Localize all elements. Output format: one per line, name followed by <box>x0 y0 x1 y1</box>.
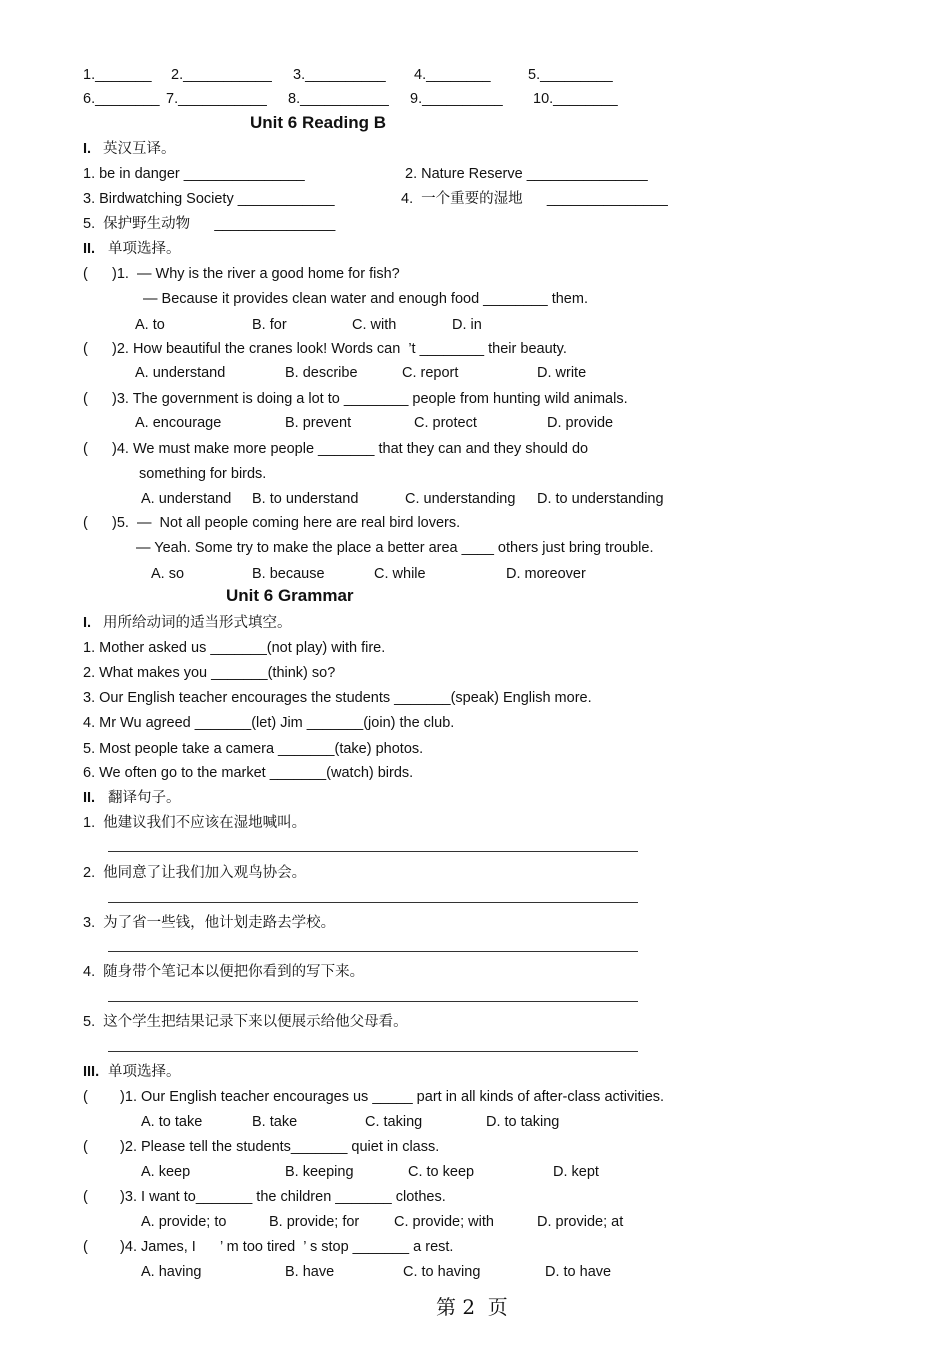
grammar-q4-opt-c: C. to having <box>403 1264 481 1280</box>
fill-item-3: 3. Our English teacher encourages the students _______(speak) English more. <box>83 690 592 706</box>
reading-q2-opt-d: D. write <box>537 365 587 381</box>
answer-blank-5: 5._________ <box>528 67 613 83</box>
grammar-q2-opt-a: A. keep <box>141 1164 191 1180</box>
answer-line-5 <box>108 1051 638 1052</box>
translate-item-4: 4. 一个重要的湿地 _______________ <box>401 191 668 207</box>
sentence-item-4: 4. 随身带个笔记本以便把你看到的写下来。 <box>83 964 365 980</box>
answer-line-4 <box>108 1001 638 1002</box>
reading-q1-opt-b: B. for <box>252 317 287 333</box>
reading-q2-opt-a: A. understand <box>135 365 226 381</box>
grammar-q3-opt-c: C. provide; with <box>394 1214 494 1230</box>
translate-item-2: 2. Nature Reserve _______________ <box>405 166 648 182</box>
reading-q3-opt-b: B. prevent <box>285 415 352 431</box>
answer-blank-2: 2.___________ <box>171 67 272 83</box>
grammar-q1-opt-a: A. to take <box>141 1114 203 1130</box>
fill-item-2: 2. What makes you _______(think) so? <box>83 665 336 681</box>
grammar-q3-stem: ( )3. I want to_______ the children _______ clothes. <box>83 1189 446 1205</box>
grammar-q3-opt-b: B. provide; for <box>269 1214 360 1230</box>
reading-q1-opt-d: D. in <box>452 317 482 333</box>
grammar-sec3-title: 单项选择。 <box>108 1064 181 1080</box>
grammar-sec2-num: II. <box>83 790 96 806</box>
reading-q5-stem2: — Yeah. Some try to make the place a better area ____ others just bring trouble. <box>136 540 654 556</box>
grammar-q2-opt-d: D. kept <box>553 1164 599 1180</box>
reading-sec1-num: I. <box>83 141 92 157</box>
translate-item-5: 5. 保护野生动物 _______________ <box>83 216 336 232</box>
reading-q5-opt-a: A. so <box>151 566 185 582</box>
reading-q3-opt-a: A. encourage <box>135 415 222 431</box>
reading-q5-opt-b: B. because <box>252 566 325 582</box>
answer-blank-7: 7.___________ <box>166 91 267 107</box>
reading-b-title: Unit 6 Reading B <box>250 113 387 132</box>
reading-q4-stem2: something for birds. <box>139 466 267 482</box>
grammar-sec1-title: 用所给动词的适当形式填空。 <box>103 615 292 631</box>
reading-q5-stem: ( )5. — Not all people coming here are real bird lovers. <box>83 515 461 531</box>
reading-q2-opt-c: C. report <box>402 365 459 381</box>
answer-blank-3: 3.__________ <box>293 67 386 83</box>
grammar-q3-opt-a: A. provide; to <box>141 1214 227 1230</box>
answer-blank-10: 10.________ <box>533 91 618 107</box>
grammar-q1-opt-c: C. taking <box>365 1114 423 1130</box>
answer-blank-4: 4.________ <box>414 67 491 83</box>
translate-item-3: 3. Birdwatching Society ____________ <box>83 191 335 207</box>
grammar-q3-opt-d: D. provide; at <box>537 1214 624 1230</box>
reading-q3-stem: ( )3. The government is doing a lot to ________ people from hunting wild animals. <box>83 391 628 407</box>
grammar-q1-stem: ( )1. Our English teacher encourages us _____ part in all kinds of after-class activities. <box>83 1089 665 1105</box>
reading-q5-opt-c: C. while <box>374 566 426 582</box>
reading-q1-opt-a: A. to <box>135 317 165 333</box>
page-number: 第 2 页 <box>436 1295 508 1319</box>
reading-q3-opt-d: D. provide <box>547 415 614 431</box>
reading-q1-stem: ( )1. — Why is the river a good home for fish? <box>83 266 400 282</box>
reading-q4-opt-a: A. understand <box>141 491 232 507</box>
grammar-q1-opt-d: D. to taking <box>486 1114 560 1130</box>
grammar-q2-opt-b: B. keeping <box>285 1164 354 1180</box>
reading-q5-opt-d: D. moreover <box>506 566 586 582</box>
fill-item-5: 5. Most people take a camera _______(take) photos. <box>83 741 424 757</box>
reading-q2-opt-b: B. describe <box>285 365 358 381</box>
reading-q1-stem2: — Because it provides clean water and enough food ________ them. <box>143 291 588 307</box>
grammar-q4-stem: ( )4. James, I ’ m too tired ’ s stop _______ a rest. <box>83 1239 454 1255</box>
reading-sec1-title: 英汉互译。 <box>103 141 176 157</box>
reading-q4-stem: ( )4. We must make more people _______ that they can and they should do <box>83 441 589 457</box>
grammar-title: Unit 6 Grammar <box>226 586 354 605</box>
reading-q4-opt-d: D. to understanding <box>537 491 664 507</box>
grammar-q4-opt-d: D. to have <box>545 1264 612 1280</box>
fill-item-1: 1. Mother asked us _______(not play) with fire. <box>83 640 386 656</box>
reading-q3-opt-c: C. protect <box>414 415 477 431</box>
reading-q4-opt-b: B. to understand <box>252 491 359 507</box>
grammar-q2-stem: ( )2. Please tell the students_______ quiet in class. <box>83 1139 440 1155</box>
fill-item-6: 6. We often go to the market _______(watch) birds. <box>83 765 414 781</box>
answer-line-2 <box>108 902 638 903</box>
reading-sec2-num: II. <box>83 241 96 257</box>
sentence-item-5: 5. 这个学生把结果记录下来以便展示给他父母看。 <box>83 1014 408 1030</box>
grammar-q4-opt-b: B. have <box>285 1264 335 1280</box>
translate-item-1: 1. be in danger _______________ <box>83 166 305 182</box>
reading-q4-opt-c: C. understanding <box>405 491 516 507</box>
answer-blank-8: 8.___________ <box>288 91 389 107</box>
answer-line-1 <box>108 851 638 852</box>
grammar-q2-opt-c: C. to keep <box>408 1164 475 1180</box>
answer-line-3 <box>108 951 638 952</box>
sentence-item-1: 1. 他建议我们不应该在湿地喊叫。 <box>83 815 307 831</box>
sentence-item-2: 2. 他同意了让我们加入观鸟协会。 <box>83 865 307 881</box>
grammar-sec2-title: 翻译句子。 <box>108 790 181 806</box>
answer-blank-1: 1._______ <box>83 67 152 83</box>
grammar-q1-opt-b: B. take <box>252 1114 298 1130</box>
answer-blank-6: 6.________ <box>83 91 160 107</box>
grammar-sec1-num: I. <box>83 615 92 631</box>
reading-q1-opt-c: C. with <box>352 317 397 333</box>
sentence-item-3: 3. 为了省一些钱，他计划走路去学校。 <box>83 915 336 931</box>
grammar-q4-opt-a: A. having <box>141 1264 202 1280</box>
grammar-sec3-num: III. <box>83 1064 100 1080</box>
answer-blank-9: 9.__________ <box>410 91 503 107</box>
reading-q2-stem: ( )2. How beautiful the cranes look! Words can ’t ________ their beauty. <box>83 341 567 357</box>
reading-sec2-title: 单项选择。 <box>108 241 181 257</box>
fill-item-4: 4. Mr Wu agreed _______(let) Jim _______(join) the club. <box>83 715 455 731</box>
